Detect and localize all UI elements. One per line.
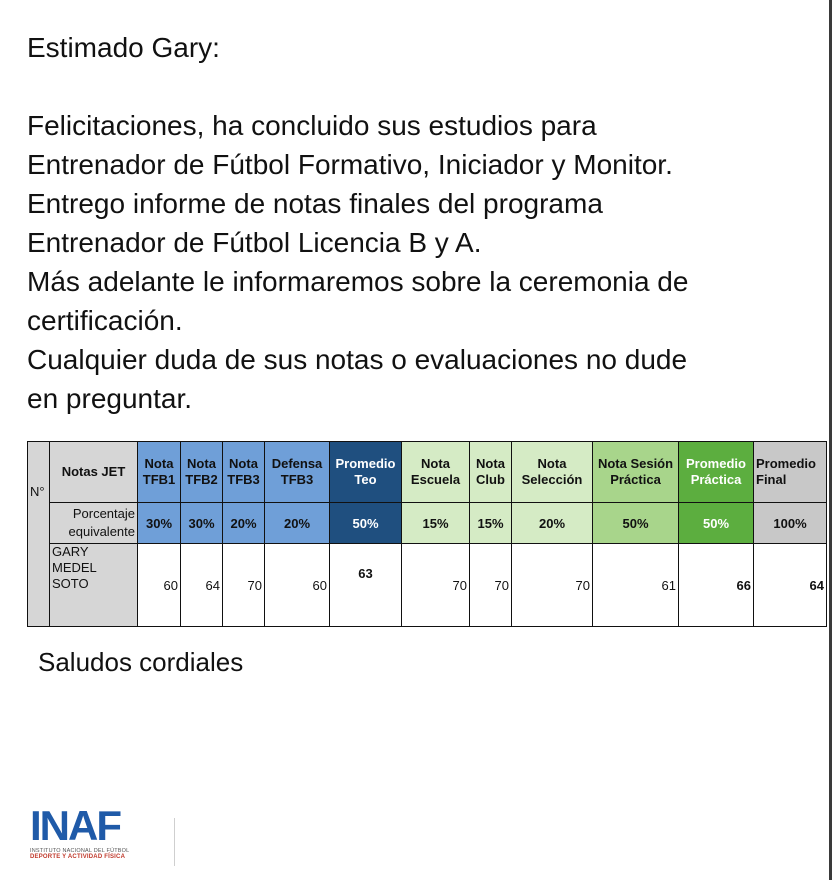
number-label: N°: [30, 484, 45, 499]
escuela-value: 70: [402, 544, 470, 627]
notas-jet-header: Notas JET: [50, 442, 138, 503]
logo-divider: [174, 818, 175, 866]
student-name-line: SOTO: [52, 576, 89, 591]
percent-row: [28, 503, 827, 544]
tfb3-percent: 20%: [223, 503, 265, 544]
defensa-percent: 20%: [265, 503, 330, 544]
seleccion-value: 70: [512, 544, 593, 627]
logo-subtitle: INSTITUTO NACIONAL DEL FÚTBOL: [30, 848, 130, 854]
percent-label: Porcentaje equivalente: [50, 503, 138, 544]
tfb1-header: Nota TFB1: [138, 442, 181, 503]
letter-body: [27, 28, 817, 418]
escuela-header: Nota Escuela: [402, 442, 470, 503]
sesion-header: Nota Sesión Práctica: [593, 442, 679, 503]
tfb2-header: Nota TFB2: [181, 442, 223, 503]
letter-line: en preguntar.: [27, 383, 193, 414]
tfb3-header: Nota TFB3: [223, 442, 265, 503]
tfb2-percent: 30%: [181, 503, 223, 544]
letter-line: Entrenador de Fútbol Licencia B y A.: [27, 227, 482, 258]
letter-line: Entrenador de Fútbol Formativo, Iniciador y Monitor.: [27, 149, 673, 180]
seleccion-header: Nota Selección: [512, 442, 593, 503]
letter-line: Felicitaciones, ha concluido sus estudios para: [27, 110, 597, 141]
defensa-value: 60: [265, 544, 330, 627]
tfb3-value: 70: [223, 544, 265, 627]
logo-wordmark: INAF: [30, 802, 120, 849]
promedio-final-percent: 100%: [754, 503, 827, 544]
club-header: Nota Club: [470, 442, 512, 503]
letter-line: certificación.: [27, 305, 183, 336]
promedio-teo-header: Promedio Teo: [330, 442, 402, 503]
number-header: [28, 442, 50, 627]
letter-line: Entrego informe de notas finales del programa: [27, 188, 603, 219]
seleccion-percent: 20%: [512, 503, 593, 544]
tfb1-value: 60: [138, 544, 181, 627]
promedio-practica-value: 66: [679, 544, 754, 627]
promedio-teo-value: 63: [330, 544, 402, 627]
header-row: [28, 442, 827, 503]
promedio-final-header: Promedio Final: [754, 442, 827, 503]
inaf-logo: [30, 802, 130, 860]
promedio-final-value: 64: [754, 544, 827, 627]
closing: Saludos cordiales: [38, 647, 244, 677]
letter-line: Más adelante le informaremos sobre la ceremonia de: [27, 266, 689, 297]
student-name-line: GARY: [52, 544, 89, 559]
promedio-practica-header: Promedio Práctica: [679, 442, 754, 503]
promedio-practica-percent: 50%: [679, 503, 754, 544]
promedio-teo-percent: 50%: [330, 503, 402, 544]
escuela-percent: 15%: [402, 503, 470, 544]
student-name-line: MEDEL: [52, 560, 97, 575]
club-value: 70: [470, 544, 512, 627]
grades-table: [27, 441, 827, 627]
sesion-value: 61: [593, 544, 679, 627]
tfb1-percent: 30%: [138, 503, 181, 544]
greeting: Estimado Gary:: [27, 32, 220, 63]
letter-line: Cualquier duda de sus notas o evaluaciones no dude: [27, 344, 688, 375]
logo-tagline: DEPORTE Y ACTIVIDAD FÍSICA: [30, 854, 126, 860]
defensa-header: Defensa TFB3: [265, 442, 330, 503]
student-name: [50, 544, 138, 627]
sesion-percent: 50%: [593, 503, 679, 544]
student-row: [28, 544, 827, 627]
club-percent: 15%: [470, 503, 512, 544]
tfb2-value: 64: [181, 544, 223, 627]
